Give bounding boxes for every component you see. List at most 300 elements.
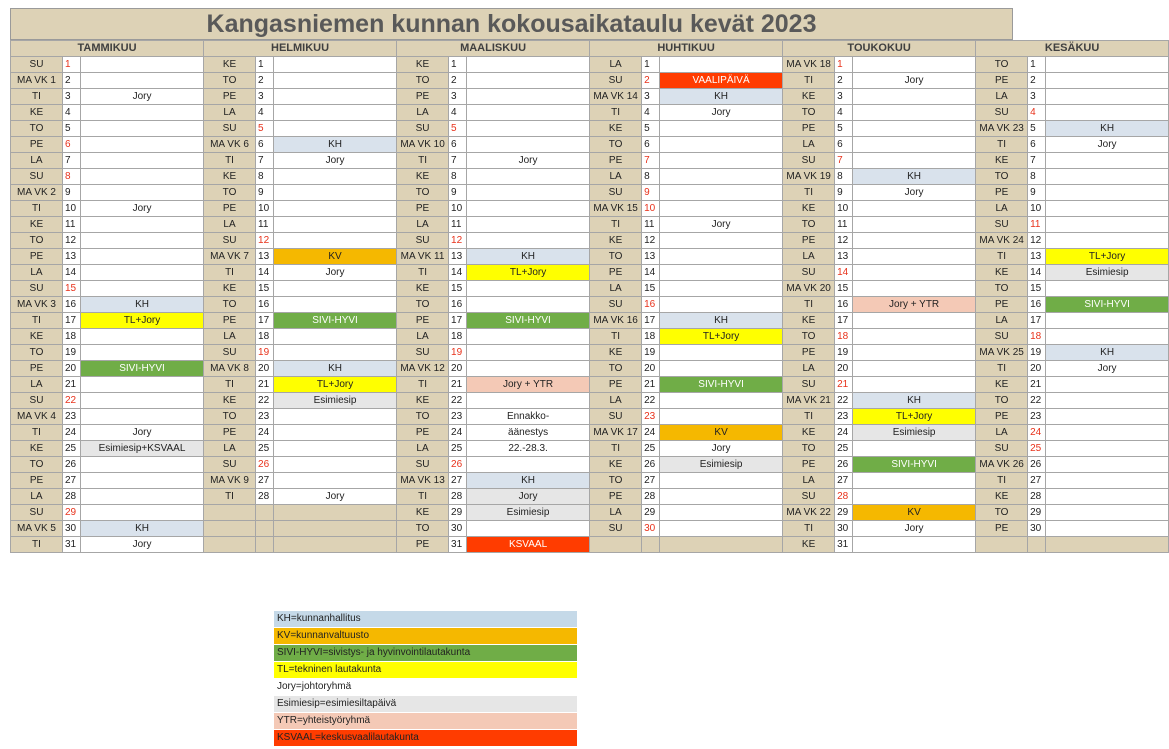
legend-row: [274, 628, 578, 645]
day-number-cell: 9: [63, 185, 81, 201]
event-cell: [274, 57, 397, 73]
event-cell: [1046, 409, 1169, 425]
weekday-cell: MA VK 11: [397, 249, 449, 265]
table-row: [11, 313, 1169, 329]
day-number-cell: 16: [449, 297, 467, 313]
day-number-cell: 8: [256, 169, 274, 185]
weekday-cell: SU: [976, 105, 1028, 121]
day-number-cell: 5: [449, 121, 467, 137]
event-cell: KH: [81, 297, 204, 313]
weekday-cell: TI: [590, 105, 642, 121]
event-cell: [467, 105, 590, 121]
day-number-cell: 5: [642, 121, 660, 137]
day-number-cell: 20: [1028, 361, 1046, 377]
day-number-cell: 9: [835, 185, 853, 201]
weekday-cell: KE: [204, 393, 256, 409]
weekday-cell: SU: [590, 297, 642, 313]
event-cell: [467, 329, 590, 345]
event-cell: [274, 329, 397, 345]
day-number-cell: 17: [63, 313, 81, 329]
event-cell: [81, 137, 204, 153]
day-number-cell: [256, 537, 274, 553]
weekday-cell: TO: [204, 185, 256, 201]
day-number-cell: 19: [256, 345, 274, 361]
day-number-cell: 21: [256, 377, 274, 393]
day-number-cell: 10: [256, 201, 274, 217]
day-number-cell: 24: [63, 425, 81, 441]
table-row: [11, 473, 1169, 489]
day-number-cell: 3: [835, 89, 853, 105]
event-cell: [1046, 489, 1169, 505]
schedule-table: [10, 40, 1169, 553]
event-cell: [853, 361, 976, 377]
legend-item: KV=kunnanvaltuusto: [274, 628, 578, 645]
event-cell: [1046, 185, 1169, 201]
day-number-cell: 28: [449, 489, 467, 505]
day-number-cell: 22: [642, 393, 660, 409]
event-cell: Esimiesip: [853, 425, 976, 441]
weekday-cell: PE: [976, 73, 1028, 89]
legend-table: [273, 610, 578, 747]
event-cell: [660, 297, 783, 313]
event-cell: [274, 217, 397, 233]
day-number-cell: 10: [1028, 201, 1046, 217]
event-cell: KH: [467, 249, 590, 265]
weekday-cell: LA: [976, 89, 1028, 105]
day-number-cell: 24: [449, 425, 467, 441]
day-number-cell: 31: [63, 537, 81, 553]
weekday-cell: TO: [397, 185, 449, 201]
weekday-cell: PE: [590, 377, 642, 393]
weekday-cell: KE: [11, 441, 63, 457]
day-number-cell: 20: [63, 361, 81, 377]
event-cell: [1046, 153, 1169, 169]
weekday-cell: TO: [783, 217, 835, 233]
day-number-cell: 15: [1028, 281, 1046, 297]
event-cell: Jory: [467, 489, 590, 505]
event-cell: [1046, 57, 1169, 73]
event-cell: [274, 201, 397, 217]
event-cell: Jory: [853, 185, 976, 201]
event-cell: [853, 153, 976, 169]
month-header: TOUKOKUU: [783, 41, 976, 57]
weekday-cell: SU: [783, 377, 835, 393]
event-cell: [274, 281, 397, 297]
weekday-cell: LA: [783, 137, 835, 153]
weekday-cell: TI: [783, 185, 835, 201]
weekday-cell: TI: [397, 489, 449, 505]
event-cell: [467, 521, 590, 537]
weekday-cell: KE: [783, 201, 835, 217]
event-cell: [660, 169, 783, 185]
legend-item: TL=tekninen lautakunta: [274, 662, 578, 679]
weekday-cell: MA VK 3: [11, 297, 63, 313]
event-cell: KV: [853, 505, 976, 521]
event-cell: [660, 473, 783, 489]
day-number-cell: 13: [256, 249, 274, 265]
event-cell: [853, 217, 976, 233]
day-number-cell: [642, 537, 660, 553]
weekday-cell: TI: [11, 425, 63, 441]
day-number-cell: 7: [449, 153, 467, 169]
event-cell: Jory: [81, 201, 204, 217]
day-number-cell: 4: [1028, 105, 1046, 121]
day-number-cell: 10: [63, 201, 81, 217]
event-cell: Jory: [660, 441, 783, 457]
event-cell: [274, 89, 397, 105]
day-number-cell: 16: [256, 297, 274, 313]
weekday-cell: MA VK 14: [590, 89, 642, 105]
weekday-cell: LA: [204, 329, 256, 345]
weekday-cell: TI: [397, 377, 449, 393]
day-number-cell: 17: [642, 313, 660, 329]
event-cell: [660, 249, 783, 265]
event-cell: [81, 105, 204, 121]
event-cell: [660, 265, 783, 281]
weekday-cell: SU: [590, 409, 642, 425]
event-cell: [853, 105, 976, 121]
weekday-cell: LA: [783, 361, 835, 377]
event-cell: Jory: [274, 153, 397, 169]
event-cell: [1046, 521, 1169, 537]
event-cell: [274, 457, 397, 473]
weekday-cell: SU: [976, 217, 1028, 233]
weekday-cell: SU: [204, 457, 256, 473]
day-number-cell: 12: [63, 233, 81, 249]
weekday-cell: MA VK 8: [204, 361, 256, 377]
weekday-cell: KE: [11, 329, 63, 345]
event-cell: Jory: [660, 217, 783, 233]
weekday-cell: KE: [783, 89, 835, 105]
event-cell: KV: [274, 249, 397, 265]
weekday-cell: SU: [976, 329, 1028, 345]
weekday-cell: KE: [397, 281, 449, 297]
weekday-cell: PE: [397, 425, 449, 441]
day-number-cell: 6: [1028, 137, 1046, 153]
weekday-cell: MA VK 20: [783, 281, 835, 297]
legend-row: [274, 713, 578, 730]
day-number-cell: 8: [63, 169, 81, 185]
day-number-cell: 4: [642, 105, 660, 121]
day-number-cell: 4: [256, 105, 274, 121]
table-row: [11, 361, 1169, 377]
day-number-cell: 12: [449, 233, 467, 249]
weekday-cell: LA: [590, 57, 642, 73]
event-cell: [467, 121, 590, 137]
table-row: [11, 249, 1169, 265]
weekday-cell: TO: [590, 249, 642, 265]
weekday-cell: SU: [590, 521, 642, 537]
weekday-cell: PE: [590, 153, 642, 169]
weekday-cell: MA VK 25: [976, 345, 1028, 361]
day-number-cell: 13: [63, 249, 81, 265]
day-number-cell: [256, 521, 274, 537]
event-cell: [274, 345, 397, 361]
day-number-cell: 23: [835, 409, 853, 425]
event-cell: [853, 329, 976, 345]
day-number-cell: 18: [642, 329, 660, 345]
event-cell: [660, 393, 783, 409]
weekday-cell: SU: [783, 265, 835, 281]
day-number-cell: 4: [63, 105, 81, 121]
day-number-cell: 1: [63, 57, 81, 73]
weekday-cell: TO: [11, 457, 63, 473]
weekday-cell: [976, 537, 1028, 553]
day-number-cell: 24: [835, 425, 853, 441]
weekday-cell: KE: [976, 377, 1028, 393]
weekday-cell: PE: [397, 313, 449, 329]
day-number-cell: 13: [1028, 249, 1046, 265]
month-header: HELMIKUU: [204, 41, 397, 57]
event-cell: [1046, 217, 1169, 233]
table-row: [11, 489, 1169, 505]
event-cell: [467, 233, 590, 249]
event-cell: [81, 249, 204, 265]
event-cell: [467, 217, 590, 233]
table-row: [11, 505, 1169, 521]
weekday-cell: SU: [397, 121, 449, 137]
table-row: [11, 537, 1169, 553]
weekday-cell: TI: [11, 313, 63, 329]
weekday-cell: TI: [11, 537, 63, 553]
weekday-cell: PE: [204, 201, 256, 217]
weekday-cell: MA VK 17: [590, 425, 642, 441]
table-row: [11, 201, 1169, 217]
day-number-cell: 22: [835, 393, 853, 409]
weekday-cell: PE: [590, 489, 642, 505]
weekday-cell: TO: [783, 329, 835, 345]
event-cell: Jory: [853, 521, 976, 537]
table-row: [11, 185, 1169, 201]
weekday-cell: SU: [204, 121, 256, 137]
day-number-cell: 2: [449, 73, 467, 89]
event-cell: [467, 361, 590, 377]
day-number-cell: 16: [1028, 297, 1046, 313]
event-cell: [467, 73, 590, 89]
event-cell: [467, 345, 590, 361]
weekday-cell: LA: [204, 441, 256, 457]
event-cell: [1046, 377, 1169, 393]
weekday-cell: [204, 521, 256, 537]
day-number-cell: 2: [642, 73, 660, 89]
weekday-cell: SU: [397, 457, 449, 473]
event-cell: [274, 233, 397, 249]
weekday-cell: MA VK 19: [783, 169, 835, 185]
weekday-cell: MA VK 9: [204, 473, 256, 489]
weekday-cell: MA VK 5: [11, 521, 63, 537]
day-number-cell: 30: [835, 521, 853, 537]
weekday-cell: TO: [11, 121, 63, 137]
event-cell: [81, 57, 204, 73]
event-cell: [81, 233, 204, 249]
table-row: [11, 409, 1169, 425]
weekday-cell: TO: [976, 505, 1028, 521]
event-cell: [274, 185, 397, 201]
event-cell: [1046, 105, 1169, 121]
weekday-cell: KE: [397, 169, 449, 185]
event-cell: [81, 217, 204, 233]
weekday-cell: MA VK 26: [976, 457, 1028, 473]
weekday-cell: TI: [204, 265, 256, 281]
weekday-cell: SU: [976, 441, 1028, 457]
event-cell: [81, 505, 204, 521]
weekday-cell: LA: [590, 169, 642, 185]
day-number-cell: 7: [642, 153, 660, 169]
day-number-cell: 23: [642, 409, 660, 425]
day-number-cell: 29: [63, 505, 81, 521]
day-number-cell: 10: [449, 201, 467, 217]
weekday-cell: PE: [976, 409, 1028, 425]
day-number-cell: 11: [449, 217, 467, 233]
weekday-cell: PE: [204, 425, 256, 441]
event-cell: Esimiesip: [660, 457, 783, 473]
event-cell: [81, 345, 204, 361]
weekday-cell: LA: [976, 201, 1028, 217]
weekday-cell: TO: [783, 105, 835, 121]
day-number-cell: 28: [642, 489, 660, 505]
day-number-cell: 22: [256, 393, 274, 409]
weekday-cell: LA: [590, 393, 642, 409]
weekday-cell: TI: [976, 473, 1028, 489]
day-number-cell: 27: [63, 473, 81, 489]
day-number-cell: 12: [835, 233, 853, 249]
day-number-cell: 8: [835, 169, 853, 185]
event-cell: [853, 265, 976, 281]
weekday-cell: KE: [590, 457, 642, 473]
day-number-cell: 19: [642, 345, 660, 361]
event-cell: [81, 265, 204, 281]
day-number-cell: 7: [256, 153, 274, 169]
month-header: HUHTIKUU: [590, 41, 783, 57]
weekday-cell: SU: [204, 345, 256, 361]
legend-item: KSVAAL=keskusvaalilautakunta: [274, 730, 578, 747]
day-number-cell: 3: [63, 89, 81, 105]
event-cell: [853, 489, 976, 505]
day-number-cell: 8: [449, 169, 467, 185]
event-cell: [274, 121, 397, 137]
weekday-cell: TO: [397, 521, 449, 537]
legend-row: [274, 645, 578, 662]
table-row: [11, 105, 1169, 121]
day-number-cell: 16: [642, 297, 660, 313]
day-number-cell: 11: [642, 217, 660, 233]
weekday-cell: LA: [11, 265, 63, 281]
day-number-cell: 9: [642, 185, 660, 201]
weekday-cell: TI: [976, 249, 1028, 265]
event-cell: TL+Jory: [660, 329, 783, 345]
event-cell: Ennakko-: [467, 409, 590, 425]
event-cell: TL+Jory: [274, 377, 397, 393]
day-number-cell: 25: [449, 441, 467, 457]
weekday-cell: LA: [783, 473, 835, 489]
weekday-cell: SU: [397, 233, 449, 249]
event-cell: [81, 121, 204, 137]
event-cell: [1046, 473, 1169, 489]
month-header: KESÄKUU: [976, 41, 1169, 57]
day-number-cell: 23: [449, 409, 467, 425]
event-cell: [853, 313, 976, 329]
event-cell: [81, 153, 204, 169]
day-number-cell: 18: [449, 329, 467, 345]
table-row: [11, 137, 1169, 153]
weekday-cell: LA: [204, 105, 256, 121]
weekday-cell: TO: [11, 233, 63, 249]
day-number-cell: 26: [1028, 457, 1046, 473]
event-cell: KH: [1046, 121, 1169, 137]
event-cell: [81, 281, 204, 297]
day-number-cell: 20: [256, 361, 274, 377]
weekday-cell: TI: [783, 297, 835, 313]
day-number-cell: 22: [63, 393, 81, 409]
event-cell: [1046, 169, 1169, 185]
day-number-cell: 20: [449, 361, 467, 377]
weekday-cell: SU: [590, 73, 642, 89]
event-cell: SIVI-HYVI: [467, 313, 590, 329]
table-row: [11, 281, 1169, 297]
weekday-cell: KE: [204, 169, 256, 185]
day-number-cell: 8: [1028, 169, 1046, 185]
day-number-cell: 28: [1028, 489, 1046, 505]
event-cell: [274, 441, 397, 457]
day-number-cell: 6: [642, 137, 660, 153]
table-row: [11, 89, 1169, 105]
day-number-cell: 29: [1028, 505, 1046, 521]
event-cell: [660, 489, 783, 505]
weekday-cell: PE: [976, 521, 1028, 537]
event-cell: [853, 137, 976, 153]
weekday-cell: TI: [783, 409, 835, 425]
day-number-cell: 5: [1028, 121, 1046, 137]
day-number-cell: [1028, 537, 1046, 553]
weekday-cell: KE: [11, 217, 63, 233]
day-number-cell: 23: [1028, 409, 1046, 425]
event-cell: [853, 201, 976, 217]
event-cell: Jory: [274, 265, 397, 281]
event-cell: [1046, 233, 1169, 249]
weekday-cell: MA VK 21: [783, 393, 835, 409]
event-cell: [467, 89, 590, 105]
event-cell: [660, 137, 783, 153]
day-number-cell: 20: [835, 361, 853, 377]
day-number-cell: 1: [835, 57, 853, 73]
event-cell: [81, 473, 204, 489]
event-cell: Esimiesip: [274, 393, 397, 409]
weekday-cell: TI: [976, 137, 1028, 153]
event-cell: [274, 425, 397, 441]
weekday-cell: TO: [783, 441, 835, 457]
day-number-cell: 21: [1028, 377, 1046, 393]
event-cell: Esimiesip: [467, 505, 590, 521]
day-number-cell: 15: [63, 281, 81, 297]
table-row: [11, 393, 1169, 409]
table-row: [11, 121, 1169, 137]
event-cell: [660, 281, 783, 297]
event-cell: KH: [660, 89, 783, 105]
event-cell: [660, 121, 783, 137]
day-number-cell: 7: [835, 153, 853, 169]
event-cell: KSVAAL: [467, 537, 590, 553]
weekday-cell: KE: [976, 489, 1028, 505]
event-cell: KH: [81, 521, 204, 537]
event-cell: Jory: [81, 425, 204, 441]
event-cell: [1046, 281, 1169, 297]
event-cell: TL+Jory: [467, 265, 590, 281]
day-number-cell: 18: [63, 329, 81, 345]
weekday-cell: KE: [783, 537, 835, 553]
day-number-cell: 11: [835, 217, 853, 233]
day-number-cell: 9: [256, 185, 274, 201]
day-number-cell: 29: [835, 505, 853, 521]
